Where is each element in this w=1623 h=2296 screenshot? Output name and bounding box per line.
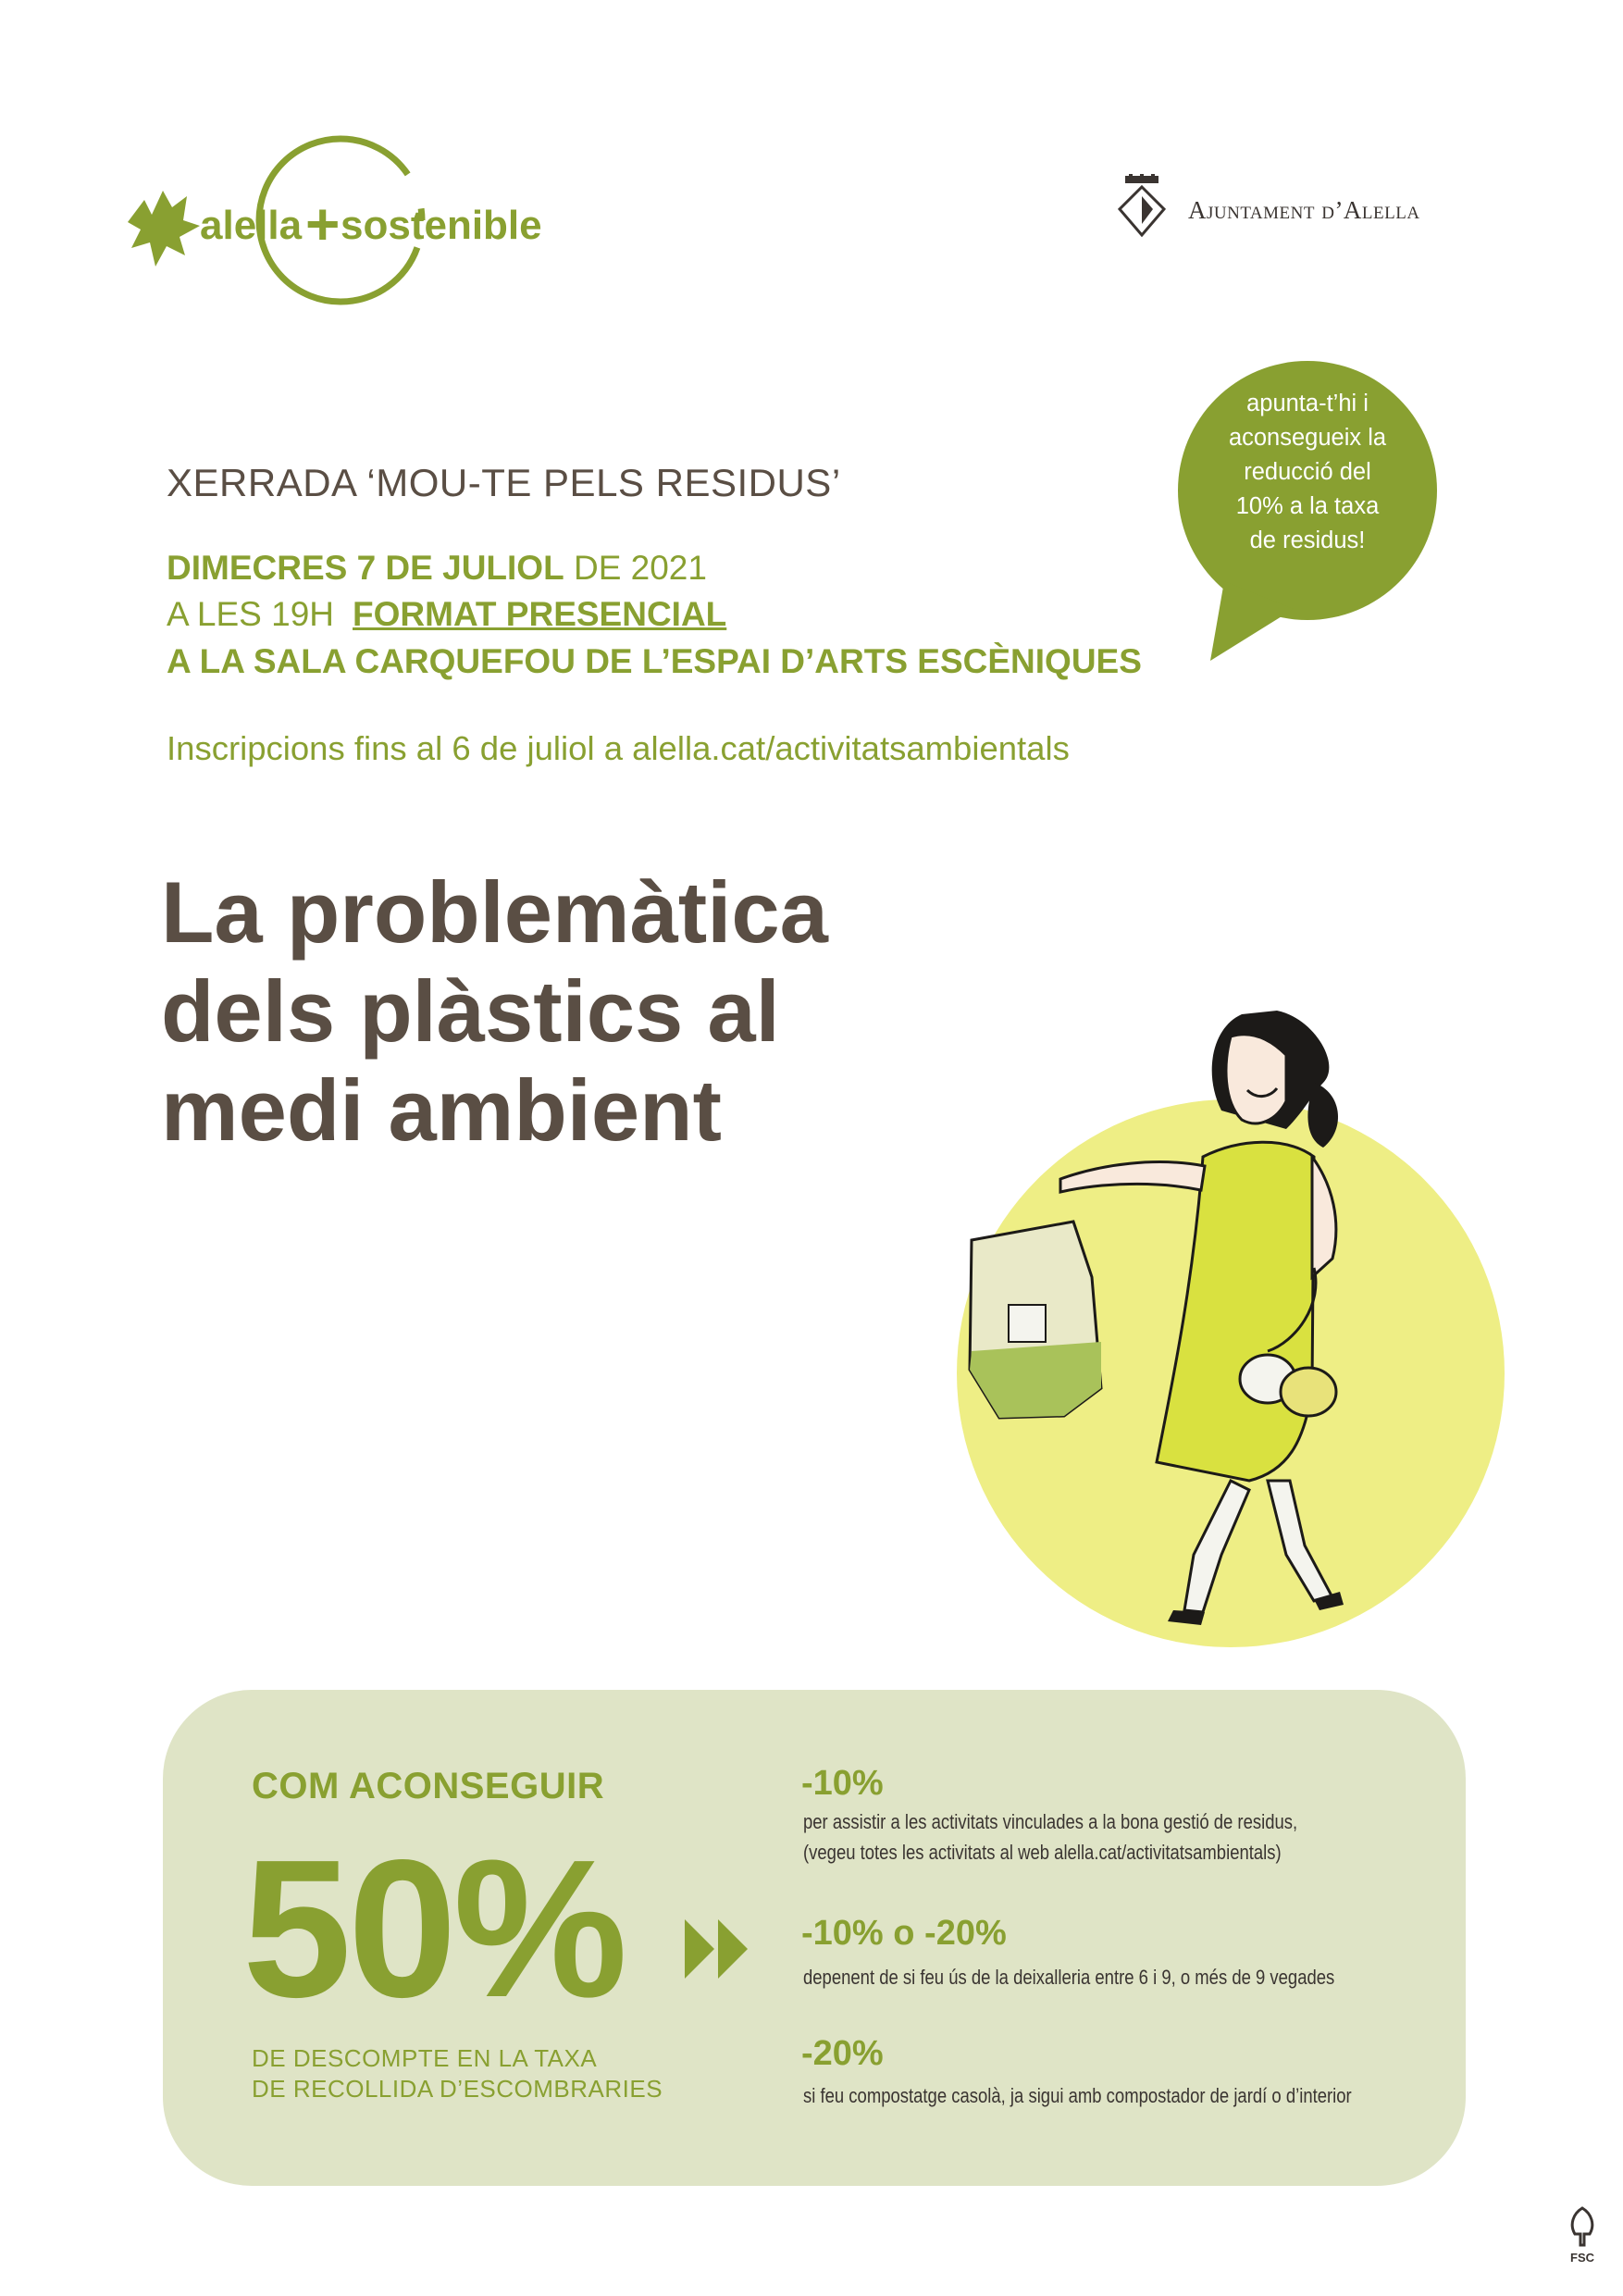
option-percent: -20% [801, 2034, 884, 2073]
discount-subtitle-line: DE DESCOMPTE EN LA TAXA [252, 2044, 598, 2072]
fsc-tree-icon [1567, 2206, 1597, 2249]
option-description [803, 1962, 1334, 1992]
bubble-line: de residus! [1249, 527, 1366, 553]
discount-big-value: 50% [242, 1818, 625, 2038]
logo-word-sostenible: sostenible [341, 203, 542, 248]
logo-word-alella: alella [200, 203, 303, 248]
double-chevron-right-icon [685, 1919, 759, 1979]
option-description-line: per assistir a les activitats vinculades a la bona gestió de residus, [803, 1810, 1298, 1833]
fsc-label: FSC [1570, 2251, 1594, 2265]
woman-with-plastic-illustration [879, 999, 1545, 1666]
discount-title: COM ACONSEGUIR [252, 1766, 605, 1806]
ajuntament-name: Ajuntament d’Alella [1188, 196, 1420, 224]
bubble-line: reducció del [1244, 459, 1371, 485]
option-description-line: (vegeu totes les activitats al web alella.cat/activitatsambientals) [803, 1841, 1282, 1864]
event-date-bold: DIMECRES 7 DE JULIOL [167, 549, 564, 587]
event-year: DE 2021 [564, 549, 707, 587]
headline-line: La problemàtica [161, 863, 828, 961]
logo-plus: + [305, 191, 341, 257]
coat-of-arms-icon [1112, 174, 1171, 239]
discount-subtitle [252, 2043, 663, 2104]
option-percent: -10% o -20% [801, 1914, 1007, 1953]
option-description-line: si feu compostatge casolà, ja sigui amb compostador de jardí o d’interior [803, 2084, 1352, 2107]
event-time-format [167, 595, 726, 634]
option-description [803, 2080, 1352, 2111]
event-date [167, 549, 707, 588]
promo-bubble [1173, 359, 1460, 664]
option-description [803, 1806, 1297, 1868]
event-format: FORMAT PRESENCIAL [353, 595, 727, 633]
discount-subtitle-line: DE RECOLLIDA D’ESCOMBRARIES [252, 2075, 663, 2103]
option-description-line: depenent de si feu ús de la deixalleria entre 6 i 9, o més de 9 vegades [803, 1966, 1335, 1989]
headline-line: medi ambient [161, 1061, 722, 1159]
option-percent: -10% [801, 1764, 884, 1803]
registration-info: Inscripcions fins al 6 de juliol a alella.cat/activitatsambientals [167, 729, 1070, 767]
bubble-line: 10% a la taxa [1235, 493, 1380, 519]
ajuntament-logo [1103, 174, 1473, 239]
headline-line: dels plàstics al [161, 962, 780, 1060]
fsc-mark [1564, 2206, 1601, 2271]
vine-leaf-icon [128, 191, 200, 267]
bubble-line: apunta-t’hi i [1246, 391, 1369, 416]
alella-sostenible-logo [118, 130, 563, 315]
event-time: A LES 19H [167, 595, 335, 633]
talk-title: XERRADA ‘MOU-TE PELS RESIDUS’ [167, 461, 841, 504]
event-venue: A LA SALA CARQUEFOU DE L’ESPAI D’ARTS ESCÈNIQUES [167, 642, 1142, 680]
bubble-text [1173, 387, 1442, 558]
bubble-line: aconsegueix la [1228, 425, 1387, 451]
